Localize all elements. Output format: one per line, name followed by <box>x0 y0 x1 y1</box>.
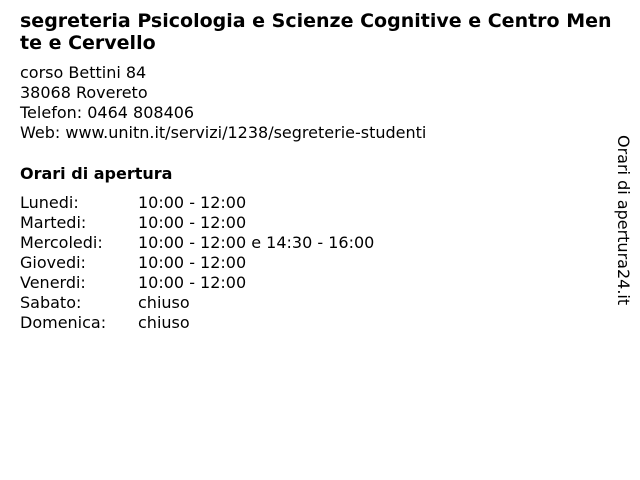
office-name: segreteria Psicologia e Scienze Cognitive e Centro Mente e Cervello <box>20 10 612 54</box>
opening-hours-heading: Orari di apertura <box>20 164 173 183</box>
day-label: Lunedi: <box>20 193 79 212</box>
day-label: Mercoledi: <box>20 233 103 252</box>
hours-row-sabato <box>20 293 616 313</box>
website-link[interactable]: Web: www.unitn.it/servizi/1238/segreterie-studenti <box>20 123 427 142</box>
watermark-text: Orari di apertura24.it <box>614 135 633 306</box>
hours-row-domenica <box>20 313 616 333</box>
day-label: Martedi: <box>20 213 87 232</box>
street-address: corso Bettini 84 <box>20 63 147 82</box>
hours-row-lunedi <box>20 193 616 213</box>
hours-value: chiuso <box>138 313 190 332</box>
office-card <box>20 10 616 333</box>
hours-value: 10:00 - 12:00 <box>138 253 247 272</box>
hours-value: 10:00 - 12:00 <box>138 213 247 232</box>
day-label: Domenica: <box>20 313 107 332</box>
contact-block <box>20 63 616 143</box>
hours-value: chiuso <box>138 293 190 312</box>
day-label: Giovedi: <box>20 253 86 272</box>
phone-number: Telefon: 0464 808406 <box>20 103 195 122</box>
hours-row-venerdi <box>20 273 616 293</box>
hours-row-giovedi <box>20 253 616 273</box>
city-address: 38068 Rovereto <box>20 83 148 102</box>
day-label: Venerdi: <box>20 273 86 292</box>
hours-value: 10:00 - 12:00 <box>138 273 247 292</box>
hours-value: 10:00 - 12:00 <box>138 193 247 212</box>
hours-row-mercoledi <box>20 233 616 253</box>
hours-row-martedi <box>20 213 616 233</box>
hours-value: 10:00 - 12:00 e 14:30 - 16:00 <box>138 233 375 252</box>
opening-hours-table <box>20 193 616 333</box>
day-label: Sabato: <box>20 293 82 312</box>
